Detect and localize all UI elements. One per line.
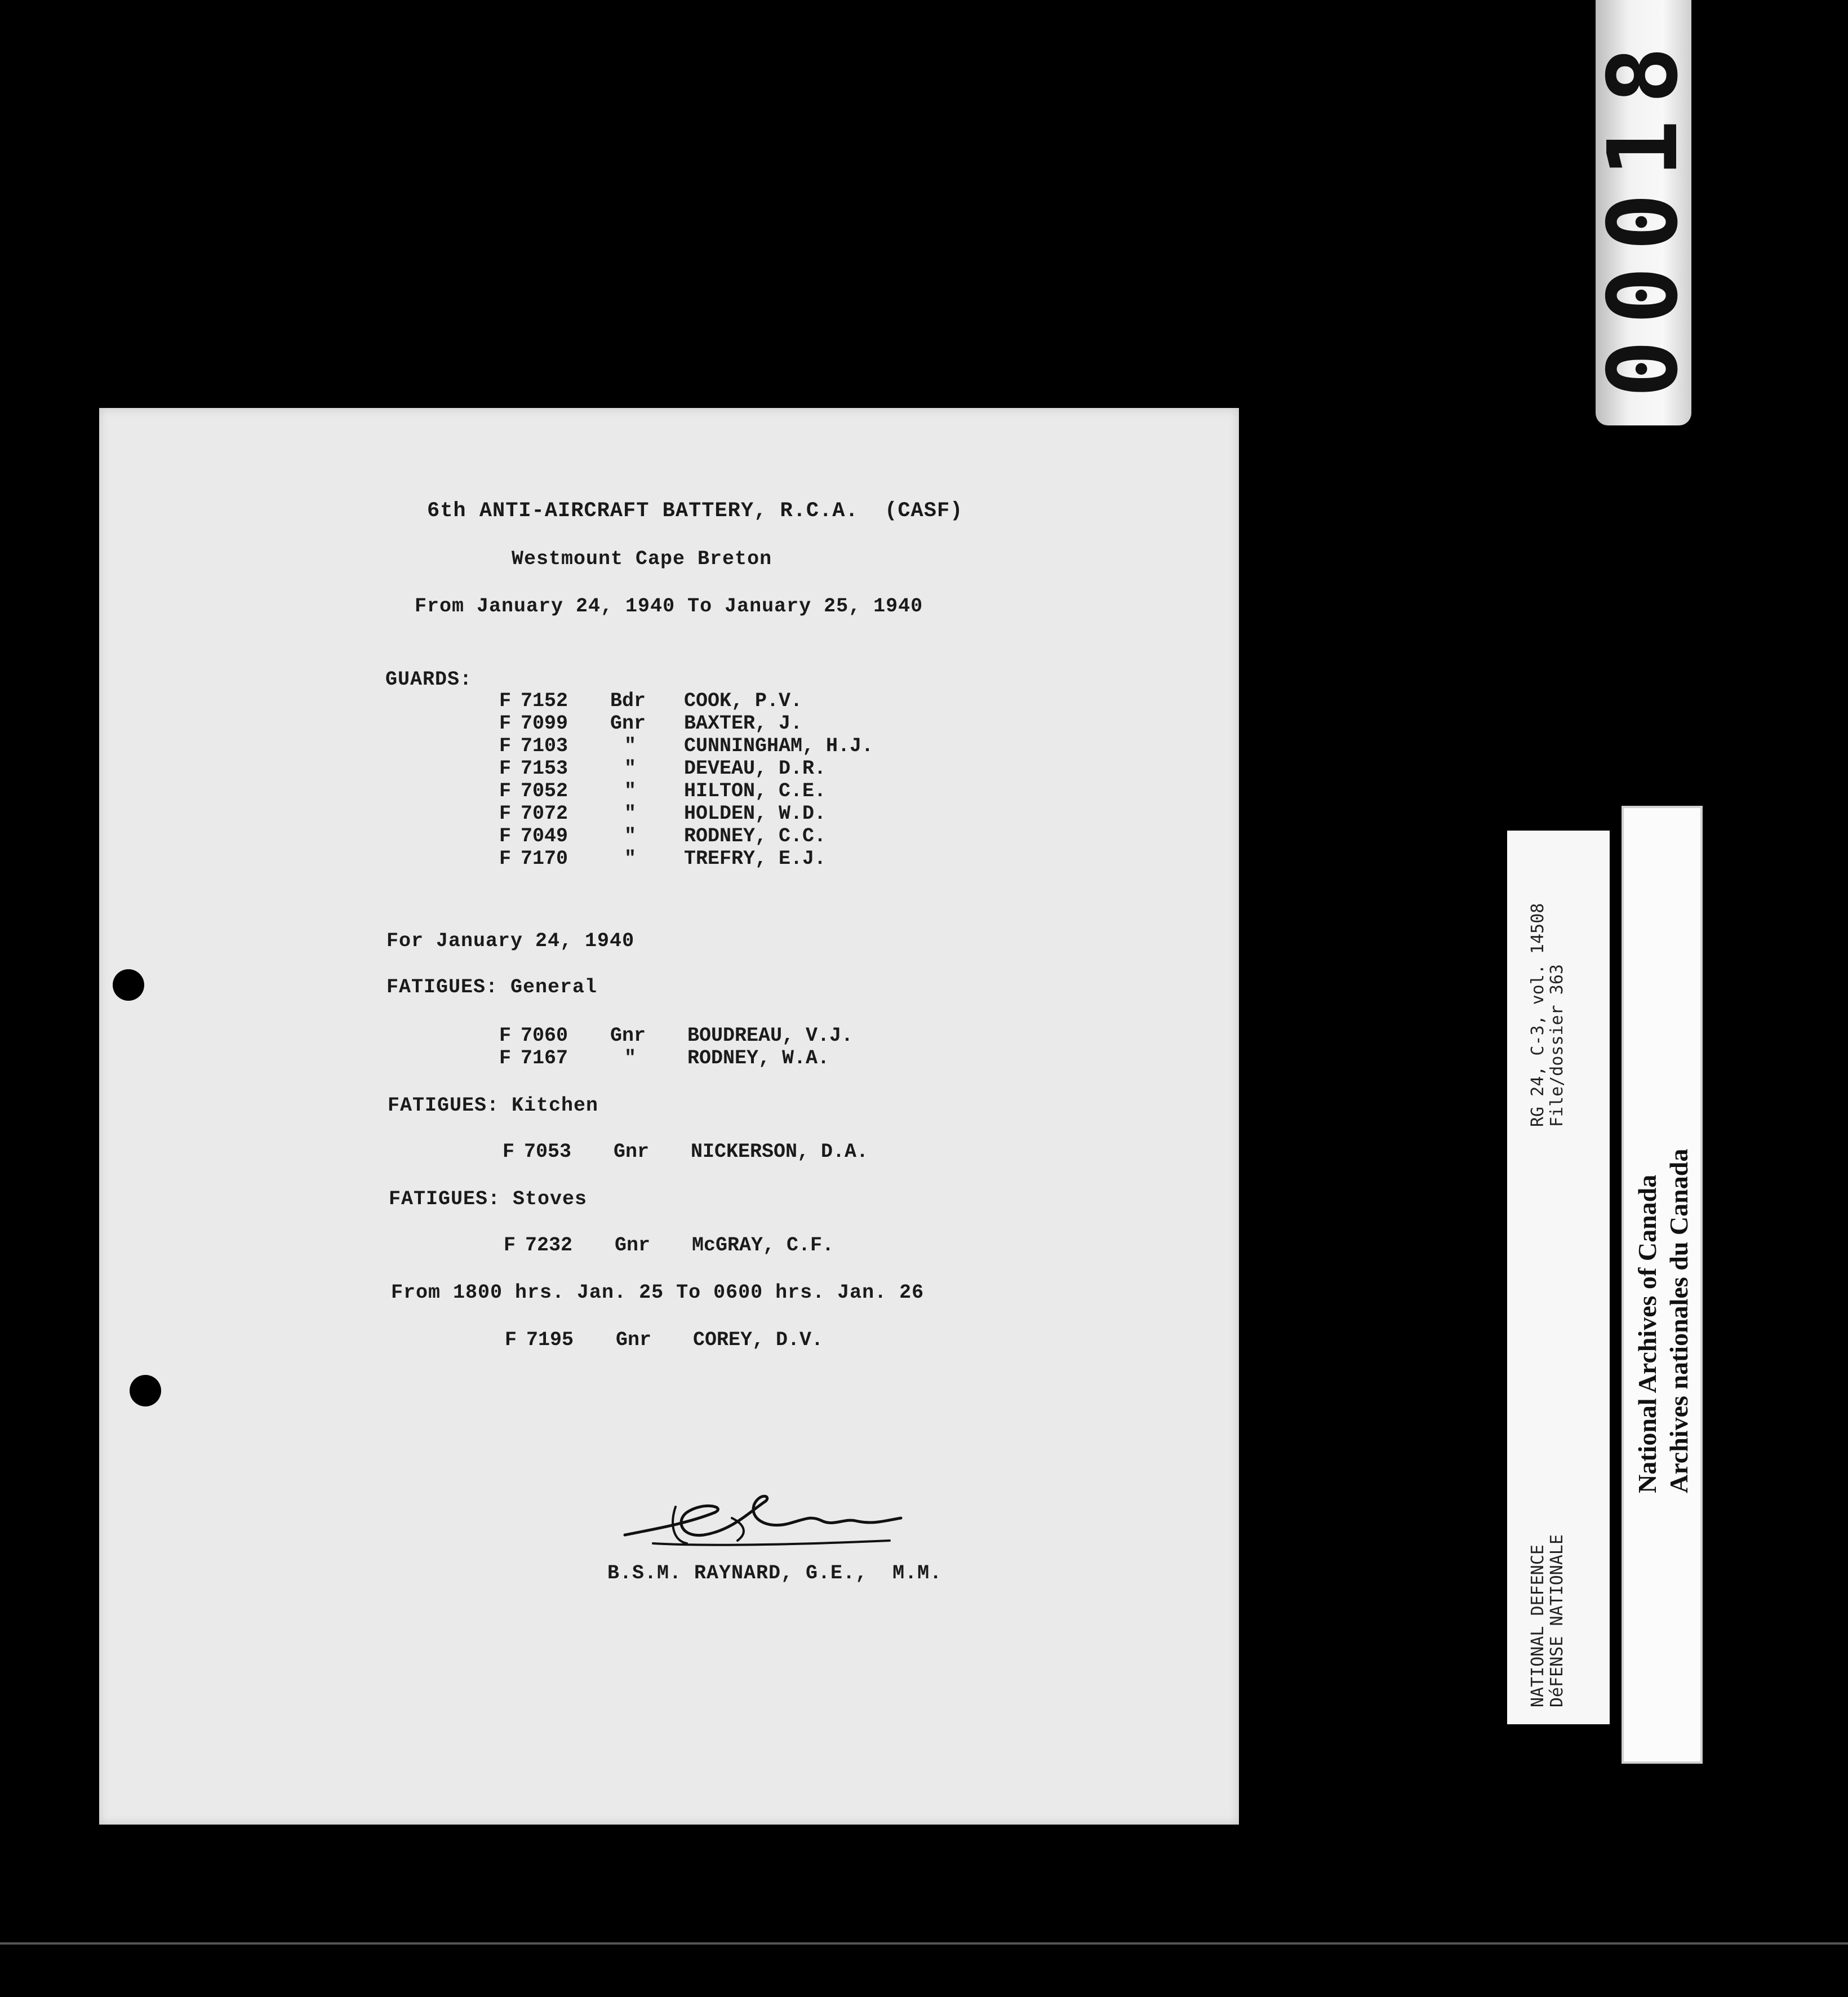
roster-row: F 7072 " HOLDEN, W.D. bbox=[499, 802, 827, 825]
roster-row: F 7153 " DEVEAU, D.R. bbox=[499, 757, 827, 780]
department-french: DéFENSE NATIONALE bbox=[1547, 1534, 1567, 1707]
roster-row: F 7152 Bdr COOK, P.V. bbox=[499, 690, 803, 712]
film-edge-line bbox=[0, 1942, 1848, 1945]
guards-heading: GUARDS: bbox=[385, 668, 473, 691]
roster-row: F 7103 " CUNNINGHAM, H.J. bbox=[499, 735, 874, 757]
fatigues-general-heading: FATIGUES: General bbox=[387, 976, 598, 998]
for-date-line: For January 24, 1940 bbox=[387, 930, 635, 952]
archive-name-label bbox=[1622, 806, 1703, 1764]
archive-reference-label bbox=[1507, 831, 1610, 1724]
roster-row: F 7053 Gnr NICKERSON, D.A. bbox=[503, 1140, 869, 1163]
roster-row: F 7052 " HILTON, C.E. bbox=[499, 780, 827, 802]
fatigues-stoves-heading: FATIGUES: Stoves bbox=[389, 1188, 588, 1210]
unit-title: 6th ANTI-AIRCRAFT BATTERY, R.C.A. (CASF) bbox=[427, 499, 963, 523]
night-period-line: From 1800 hrs. Jan. 25 To 0600 hrs. Jan. 26 bbox=[391, 1281, 925, 1304]
reference-file: File/dossier 363 bbox=[1547, 964, 1567, 1127]
location-line: Westmount Cape Breton bbox=[512, 548, 772, 570]
signatory-line: B.S.M. RAYNARD, G.E., M.M. bbox=[607, 1562, 943, 1585]
roster-row: F 7232 Gnr McGRAY, C.F. bbox=[504, 1234, 834, 1257]
roster-row: F 7060 Gnr BOUDREAU, V.J. bbox=[499, 1024, 854, 1047]
roster-row: F 7099 Gnr BAXTER, J. bbox=[499, 712, 803, 735]
reference-volume: RG 24, C-3, vol. 14508 bbox=[1528, 903, 1548, 1127]
department-english: NATIONAL DEFENCE bbox=[1528, 1545, 1548, 1707]
roster-row: F 7195 Gnr COREY, D.V. bbox=[505, 1329, 824, 1351]
roster-row: F 7170 " TREFRY, E.J. bbox=[499, 847, 827, 870]
microfilm-frame-number bbox=[1588, 0, 1699, 425]
roster-row: F 7049 " RODNEY, C.C. bbox=[499, 825, 827, 847]
handwritten-signature bbox=[619, 1490, 907, 1557]
fatigues-kitchen-heading: FATIGUES: Kitchen bbox=[388, 1094, 599, 1117]
archive-name-french: Archives nationales du Canada bbox=[1664, 1148, 1693, 1493]
roster-row: F 7167 " RODNEY, W.A. bbox=[499, 1047, 830, 1069]
punch-hole bbox=[113, 969, 144, 1001]
archive-name-english: National Archives of Canada bbox=[1633, 1174, 1662, 1493]
document-page bbox=[99, 408, 1239, 1825]
punch-hole bbox=[130, 1375, 161, 1406]
frame-number-text: 00018 bbox=[1588, 30, 1699, 398]
period-line: From January 24, 1940 To January 25, 1940 bbox=[415, 595, 923, 618]
